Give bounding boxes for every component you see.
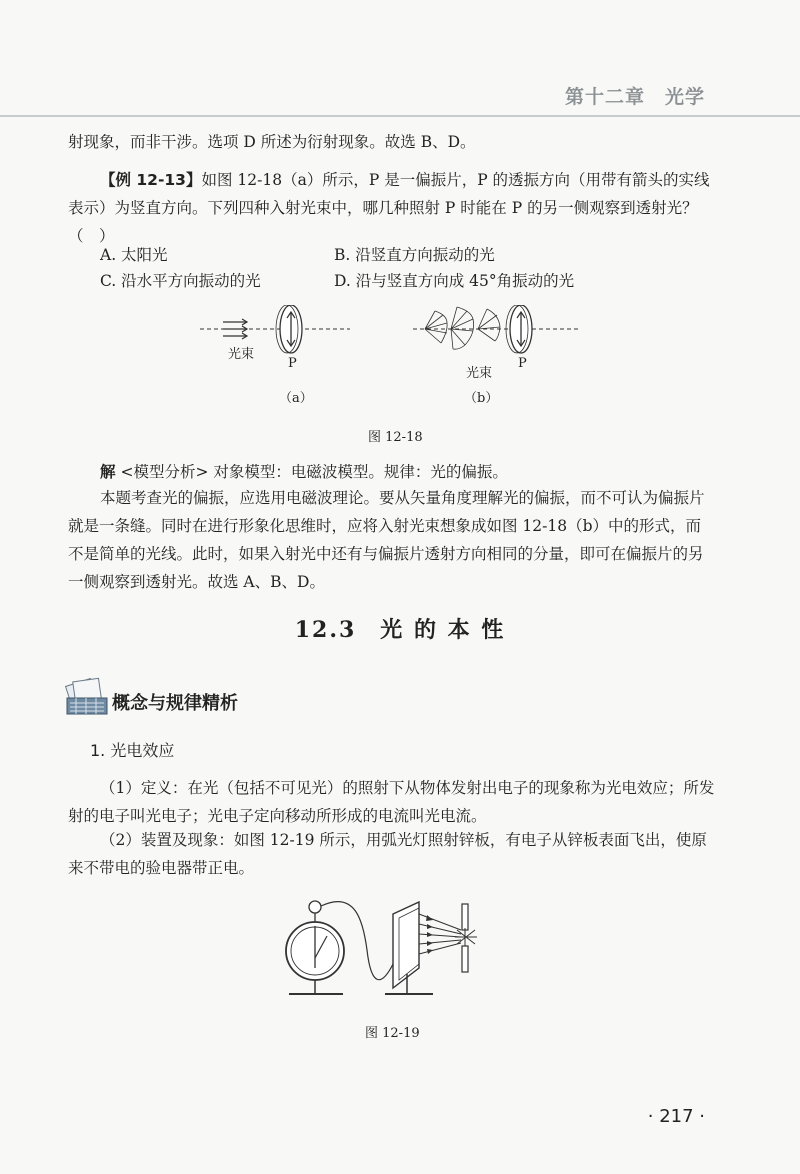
page-number: · 217 · xyxy=(647,1106,705,1127)
concept-heading: 概念与规律精析 xyxy=(112,693,238,714)
figure-12-18-caption: 图 12-18 xyxy=(368,430,423,445)
wave-fans-b xyxy=(425,307,500,349)
example-tag: 【例 12-13】 xyxy=(100,171,202,189)
option-d: D. 沿与竖直方向成 45°角振动的光 xyxy=(334,272,575,290)
p-label-a: P xyxy=(288,356,297,371)
beam-label-b: 光束 xyxy=(466,366,493,381)
beam-label-a: 光束 xyxy=(228,347,255,362)
light-rays xyxy=(419,914,461,954)
header-rule xyxy=(0,115,800,117)
p-label-b: P xyxy=(518,356,527,371)
option-c: C. 沿水平方向振动的光 xyxy=(100,272,261,290)
definition-paragraph: （1）定义：在光（包括不可见光）的照射下从物体发射出电子的现象称为光电效应；所发射的电子叫光电子；光电子定向移动所形成的电流叫光电流。 xyxy=(68,779,715,825)
arc-spark xyxy=(455,928,477,946)
solution-analysis xyxy=(68,458,716,486)
figure-12-18-diagram xyxy=(195,305,595,380)
arc-lamp-upper-rod xyxy=(462,904,468,930)
example-question xyxy=(68,166,716,250)
option-a: A. 太阳光 xyxy=(100,246,168,264)
solution-label: 解 xyxy=(100,463,116,481)
solution-body: 本题考查光的偏振，应选用电磁波理论。要从矢量角度理解光的偏振，而不可认为偏振片就是一条缝。同时在进行形象化思维时，应将入射光束想象成如图 12-18（b）中的形式，而不是简单的光线。此时，如果入射光中还有与偏振片透射方向相同的分量，即可在偏振片的另一侧观察到透射光。故选 A、B、D。 xyxy=(68,489,705,591)
figure-12-19-diagram xyxy=(285,890,500,1002)
figure-12-19-caption: 图 12-19 xyxy=(365,1026,420,1041)
apparatus-paragraph: （2）装置及现象：如图 12-19 所示，用弧光灯照射锌板，有电子从锌板表面飞出，使原来不带电的验电器带正电。 xyxy=(68,831,707,877)
book-icon xyxy=(64,676,112,718)
electroscope-knob xyxy=(309,901,321,913)
subfigure-label-a: （a） xyxy=(279,391,313,406)
subfigure-label-b: （b） xyxy=(464,391,499,406)
chapter-header: 第十二章 光学 xyxy=(564,86,705,108)
ray-arrows xyxy=(426,915,433,954)
continued-paragraph: 射现象，而非干涉。选项 D 所述为衍射现象。故选 B、D。 xyxy=(68,133,476,151)
beam-arrows-a xyxy=(223,319,247,339)
example-question-text: 如图 12-18（a）所示，P 是一偏振片，P 的透振方向（用带有箭头的实线表示）为竖直方向。下列四种入射光束中，哪几种照射 P 时能在 P 的另一侧观察到透射光？（ ） xyxy=(68,171,710,245)
arc-lamp-lower-rod xyxy=(462,946,468,972)
section-title: 12.3 光 的 本 性 xyxy=(294,617,506,643)
solution-analysis-text: <模型分析> 对象模型：电磁波模型。规律：光的偏振。 xyxy=(120,463,508,481)
option-b: B. 沿竖直方向振动的光 xyxy=(334,246,495,264)
sub-heading-photoelectric: 1. 光电效应 xyxy=(90,741,175,760)
